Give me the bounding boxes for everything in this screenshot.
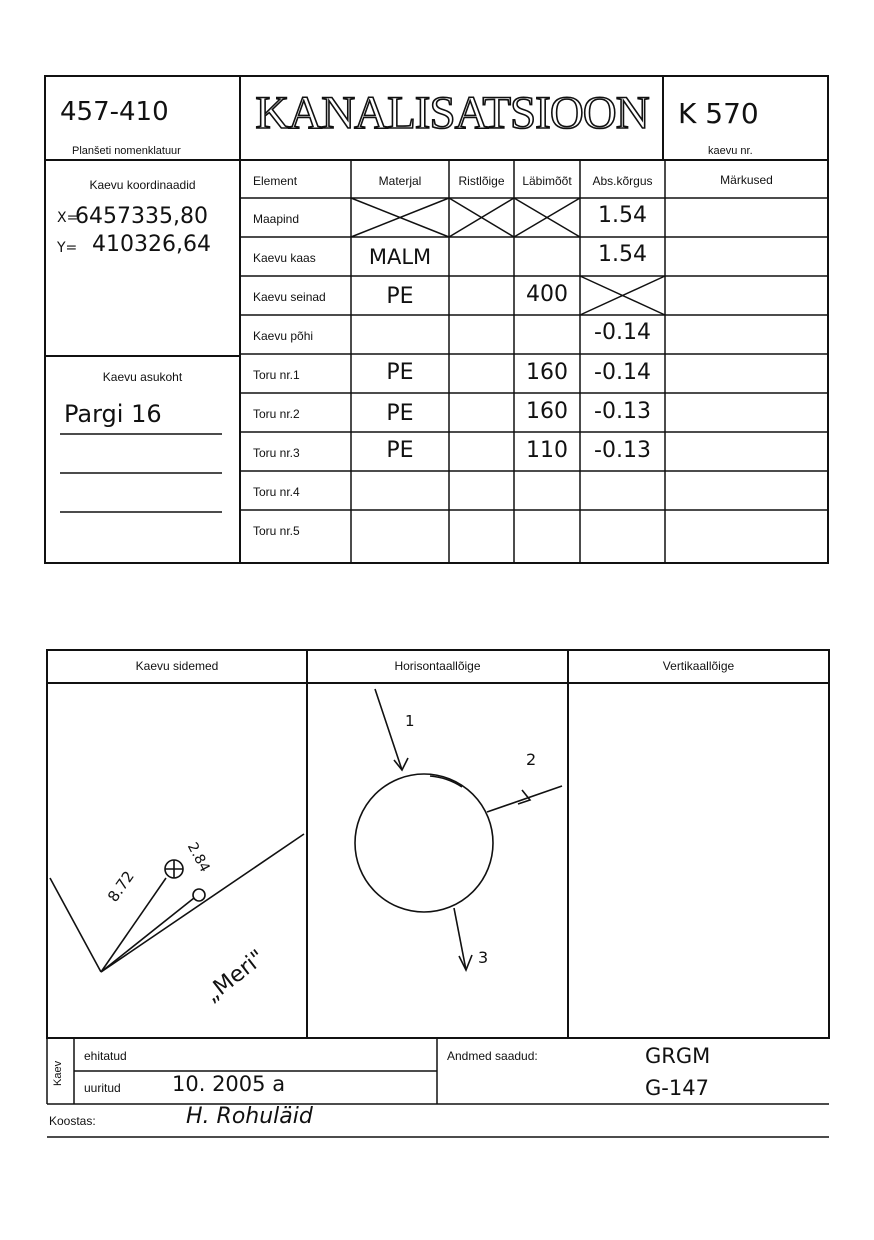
coordinate-y: 410326,64: [92, 232, 211, 257]
pipe-3-label: 3: [478, 948, 489, 967]
col-header-abs-height: Abs.kõrgus: [592, 174, 653, 188]
row-element-label: Toru nr.4: [253, 485, 300, 499]
row-diameter: 110: [526, 438, 568, 463]
coordinate-x-prefix: X=: [57, 210, 79, 226]
row-material: PE: [386, 438, 414, 463]
col-header-cross-section: Ristlõige: [458, 174, 505, 188]
row-diameter: 160: [526, 360, 568, 385]
row-diameter: 400: [526, 282, 568, 307]
data-source-line-1: GRGM: [645, 1044, 711, 1068]
nomenclature-value: 457-410: [60, 97, 169, 127]
ties-sketch: [50, 834, 304, 972]
row-element-label: Toru nr.1: [253, 368, 300, 382]
ties-note: „Meri": [200, 945, 270, 1008]
ties-dimension-1: 8.72: [104, 867, 138, 906]
row-abs-height: -0.14: [594, 320, 651, 345]
data-source-label: Andmed saadud:: [447, 1049, 538, 1063]
well-number-value: K 570: [678, 97, 759, 130]
row-element-label: Toru nr.5: [253, 524, 300, 538]
section-ties-title: Kaevu sidemed: [135, 659, 219, 673]
ties-dimension-2: 2.84: [183, 840, 213, 876]
row-element-label: Kaevu seinad: [253, 290, 326, 304]
row-abs-height: -0.13: [594, 399, 651, 424]
built-label: ehitatud: [84, 1049, 127, 1063]
row-abs-height: 1.54: [598, 242, 647, 267]
location-value: Pargi 16: [64, 400, 162, 428]
surveyed-label: uuritud: [84, 1081, 121, 1095]
row-material: PE: [386, 401, 414, 426]
pipe-1-label: 1: [405, 712, 415, 730]
coordinates-label: Kaevu koordinaadid: [89, 178, 196, 192]
well-number-label: kaevu nr.: [708, 145, 753, 157]
col-header-material: Materjal: [378, 174, 422, 188]
row-element-label: Toru nr.3: [253, 446, 300, 460]
compiled-by-signature: H. Rohuläid: [186, 1104, 313, 1129]
form-title: KANALISATSIOON: [255, 87, 649, 139]
row-element-label: Toru nr.2: [253, 407, 300, 421]
pipe-2-label: 2: [526, 750, 537, 769]
horizontal-section-sketch: [355, 689, 562, 970]
nomenclature-label: Planšeti nomenklatuur: [72, 145, 181, 157]
section-vertical-title: Vertikaallõige: [662, 659, 735, 673]
row-element-label: Maapind: [253, 212, 300, 226]
col-header-element: Element: [253, 174, 298, 188]
coordinate-y-prefix: Y=: [57, 240, 78, 256]
location-label: Kaevu asukoht: [102, 370, 183, 384]
row-abs-height: 1.54: [598, 203, 647, 228]
coordinate-x: 6457335,80: [75, 204, 208, 229]
row-element-label: Kaevu kaas: [253, 251, 316, 265]
row-material: PE: [386, 284, 414, 309]
row-material: PE: [386, 360, 414, 385]
compiled-by-label: Koostas:: [49, 1114, 96, 1128]
col-header-diameter: Läbimõõt: [522, 174, 572, 188]
col-header-notes: Märkused: [720, 173, 773, 187]
section-horizontal-title: Horisontaallõige: [394, 659, 481, 673]
row-diameter: 160: [526, 399, 568, 424]
row-material: MALM: [368, 245, 432, 269]
row-element-label: Kaevu põhi: [253, 329, 314, 343]
surveyed-value: 10. 2005 a: [172, 1072, 286, 1096]
row-abs-height: -0.14: [594, 360, 651, 385]
row-abs-height: -0.13: [594, 438, 651, 463]
footer-side-label: Kaev: [52, 1060, 64, 1086]
data-source-line-2: G-147: [645, 1076, 709, 1100]
